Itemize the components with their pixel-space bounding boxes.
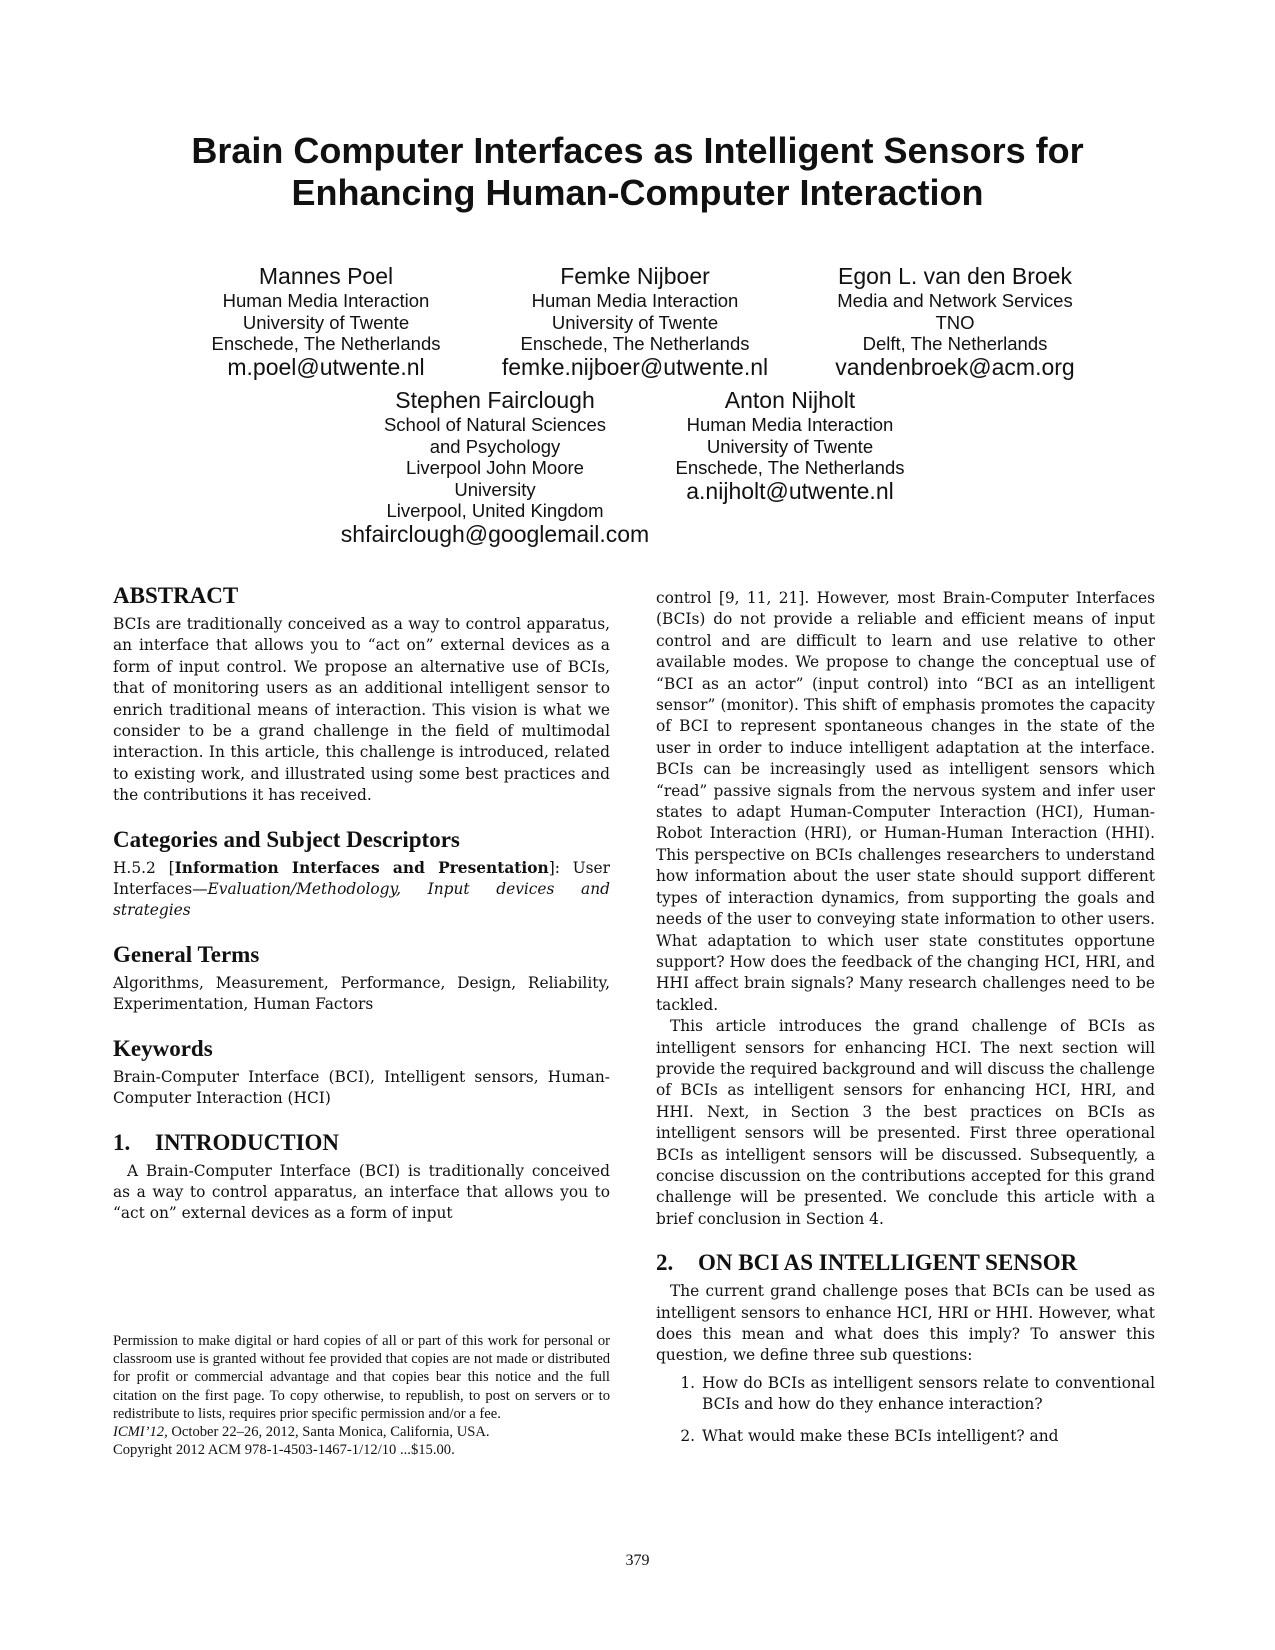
keywords-text: Brain-Computer Interface (BCI), Intelligent sensors, Human-Computer Interaction (HCI) [113, 1067, 610, 1108]
sub-questions-list [656, 1373, 1155, 1447]
title-line-1: Brain Computer Interfaces as Intelligent Sensors for [191, 130, 1084, 171]
author-name: Femke Nijboer [560, 263, 710, 289]
abstract-text: BCIs are traditionally conceived as a way to control apparatus, an interface that allows you to “act on” external devices as a form of input control. We propose an alternative use of BCIs, that of monitoring users as an additional intelligent sensor to enrich traditional means of interaction. This vision is what we consider to be a grand challenge in the field of multimodal interaction. In this article, this challenge is introduced, related to existing work, and illustrated using some best practices and the contributions it has received. [113, 615, 610, 805]
author-affiliation: Human Media Interaction [686, 414, 894, 435]
categories-text: H.5.2 [Information Interfaces and Presentation]: User Interfaces—Evaluation/Methodology, Input devices and strategies [113, 858, 611, 920]
author-affiliation: Liverpool, United Kingdom [386, 500, 604, 521]
copyright-line: Copyright 2012 ACM 978-1-4503-1467-1/12/10 ...$15.00. [113, 1442, 455, 1459]
author-block [176, 262, 476, 379]
left-column [113, 582, 610, 1225]
author-affiliation: University of Twente [551, 311, 719, 333]
author-affiliation: School of Natural Sciences [383, 414, 607, 435]
section-2-heading: 2. ON BCI AS INTELLIGENT SENSOR [656, 1250, 1078, 1276]
paper-title [100, 130, 1175, 214]
list-item: 1. How do BCIs as intelligent sensors relate to conventional BCIs and how do they enhance interaction? [680, 1373, 1155, 1414]
keywords-heading: Keywords [113, 1035, 213, 1061]
author-affiliation: Enschede, The Netherlands [520, 333, 750, 354]
author-affiliation: Liverpool John Moore [406, 457, 584, 478]
author-affiliation: TNO [935, 311, 975, 333]
author-email[interactable]: vandenbroek@acm.org [835, 353, 1075, 380]
author-block [640, 386, 940, 503]
introduction-heading: 1. INTRODUCTION [113, 1129, 340, 1155]
permission-text: Permission to make digital or hard copies of all or part of this work for personal or classroom use is granted without fee provided that copies are not made or distributed for profit or commercial advantage and that copies bear this notice and the full citation on the first page. To copy otherwise, to republish, to post on servers or to redistribute to lists, requires prior specific permission and/or a fee. [113, 1333, 610, 1422]
author-email[interactable]: femke.nijboer@utwente.nl [501, 353, 769, 380]
author-block [470, 262, 800, 379]
author-block [330, 386, 660, 546]
author-block [800, 262, 1110, 379]
conference-venue: ICMI’12, October 22–26, 2012, Santa Monica, California, USA. [113, 1424, 490, 1441]
author-email[interactable]: shfairclough@googlemail.com [340, 520, 650, 547]
introduction-text: A Brain-Computer Interface (BCI) is traditionally conceived as a way to control apparatus, an interface that allows you to “act on” external devices as a form of input [113, 1161, 610, 1223]
author-affiliation: Enschede, The Netherlands [675, 457, 905, 478]
categories-heading: Categories and Subject Descriptors [113, 826, 460, 852]
author-affiliation: University [454, 478, 536, 500]
intro-paragraph-2: This article introduces the grand challenge of BCIs as intelligent sensors for enhancing HCI. The next section will provide the required background and will discuss the challenge of BCIs as intelligent sensors for enhancing HCI, HRI, and HHI. Next, in Section 3 the best practices on BCIs as intelligent sensors will be presented. First three operational BCIs as intelligent sensors will be discussed. Subsequently, a concise discussion on the contributions accepted for this grand challenge will be presented. We conclude this article with a brief conclusion in Section 4. [656, 1017, 1155, 1228]
section-2-text: The current grand challenge poses that BCIs can be used as intelligent sensors to enhance HCI, HRI or HHI. However, what does this mean and what does this imply? To answer this question, we define three sub questions: [656, 1282, 1155, 1365]
permission-notice [113, 1332, 610, 1459]
author-email[interactable]: m.poel@utwente.nl [227, 353, 425, 380]
author-affiliation: Human Media Interaction [222, 290, 430, 311]
author-affiliation: University of Twente [706, 435, 874, 457]
author-name: Egon L. van den Broek [838, 263, 1072, 289]
author-email[interactable]: a.nijholt@utwente.nl [686, 477, 894, 504]
author-name: Mannes Poel [258, 263, 394, 289]
list-item: 2. What would make these BCIs intelligent? and [680, 1426, 1059, 1445]
author-affiliation: and Psychology [429, 435, 561, 457]
author-name: Anton Nijholt [724, 387, 856, 413]
general-terms-heading: General Terms [113, 941, 260, 967]
title-line-2: Enhancing Human-Computer Interaction [291, 172, 984, 213]
author-affiliation: Delft, The Netherlands [862, 333, 1048, 354]
page-number: 379 [625, 1552, 650, 1569]
author-affiliation: University of Twente [242, 311, 410, 333]
intro-continued-text: control [9, 11, 21]. However, most Brain-Computer Interfaces (BCIs) do not provide a reliable and efficient means of input control and are difficult to learn and use relative to other available modes. We propose to change the conceptual use of “BCI as an actor” (input control) into “BCI as an intelligent sensor” (monitor). This shift of emphasis promotes the capacity of BCI to represent spontaneous changes in the state of the user in order to induce intelligent adaptation at the interface. BCIs can be increasingly used as intelligent sensors which “read” passive signals from the nervous system and infer user states to adapt Human-Computer Interaction (HCI), Human-Robot Interaction (HRI), or Human-Human Interaction (HHI). This perspective on BCIs challenges researchers to understand how information about the user state should support different types of interaction dynamics, from supporting the goals and needs of the user to conveying state information to other users. What adaptation to which user state constitutes opportune support? How does the feedback of the changing HCI, HRI, and HHI affect brain signals? Many research challenges need to be tackled. [656, 589, 1155, 1014]
author-affiliation: Human Media Interaction [531, 290, 739, 311]
author-affiliation: Enschede, The Netherlands [211, 333, 441, 354]
author-affiliation: Media and Network Services [837, 290, 1073, 311]
abstract-heading: ABSTRACT [113, 583, 239, 608]
general-terms-text: Algorithms, Measurement, Performance, Design, Reliability, Experimentation, Human Factors [113, 973, 610, 1014]
author-name: Stephen Fairclough [395, 387, 595, 413]
right-column [656, 588, 1155, 1457]
